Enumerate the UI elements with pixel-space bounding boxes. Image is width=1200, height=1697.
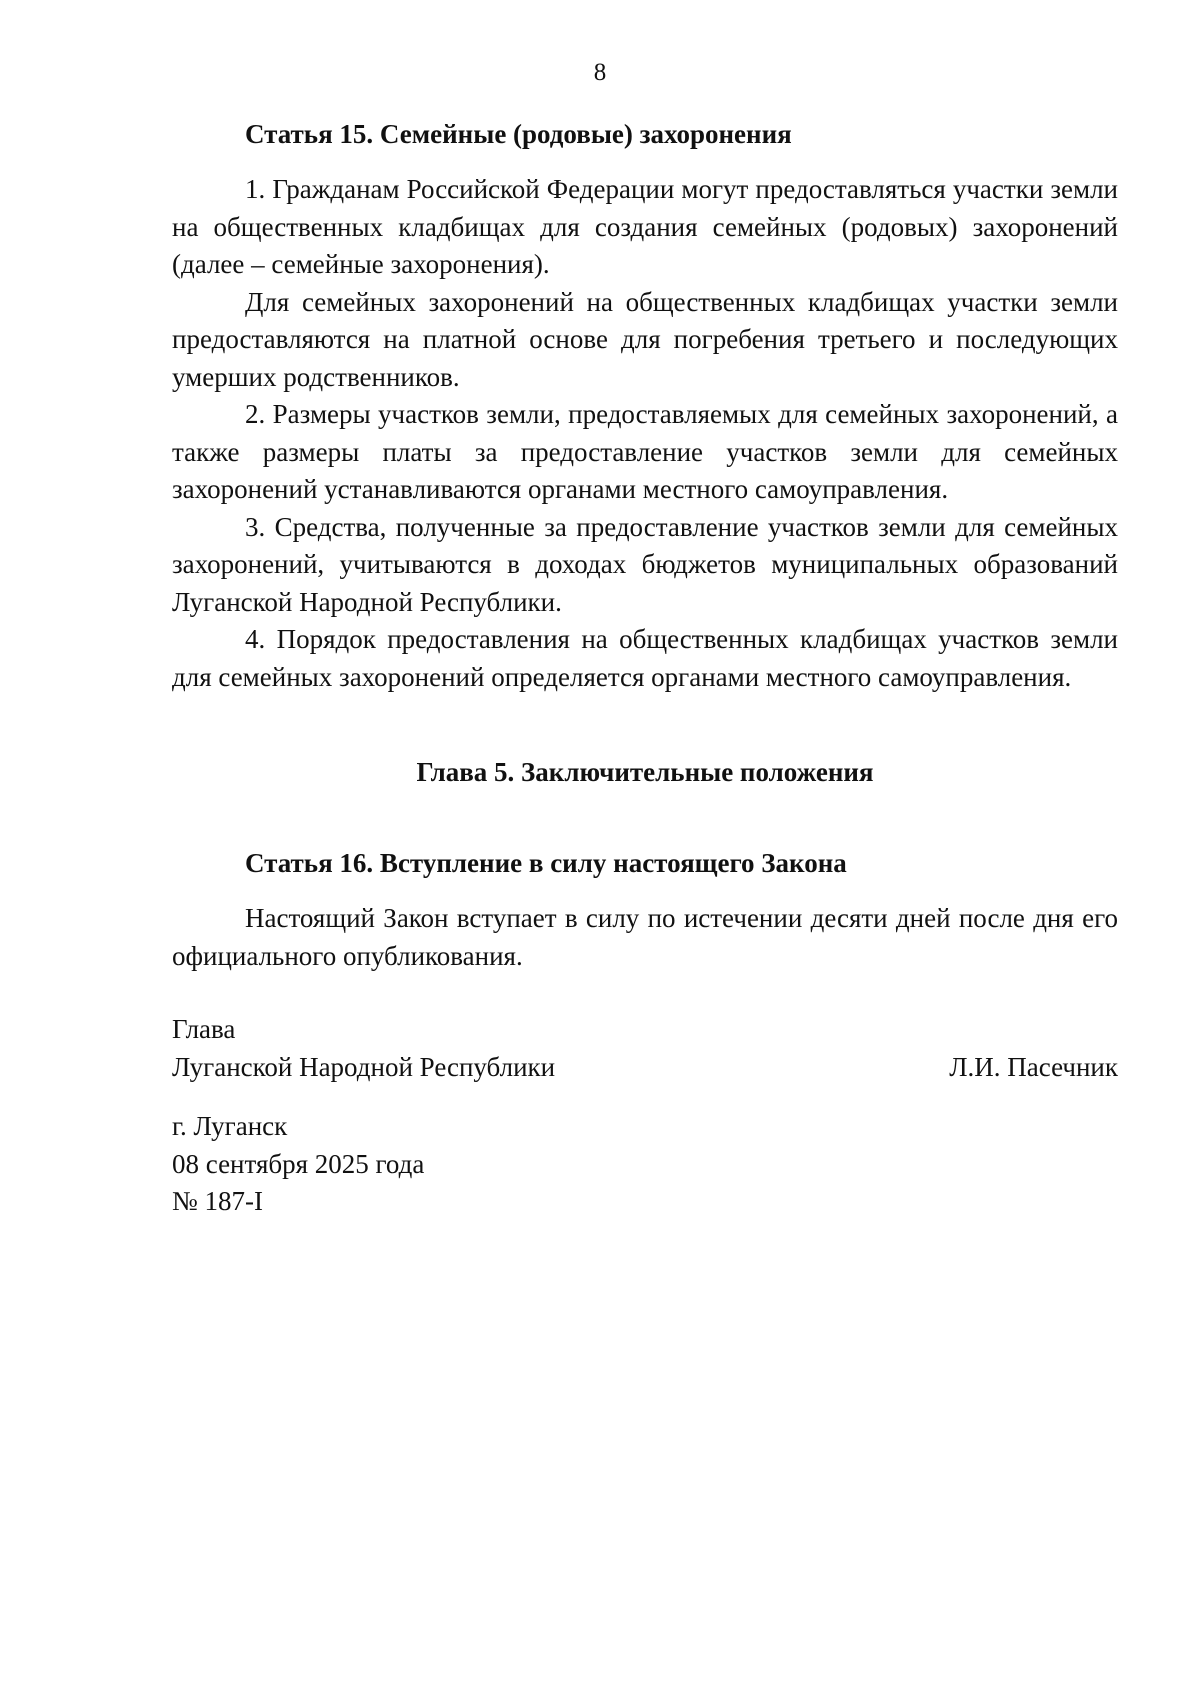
article-15-paragraph: 4. Порядок предоставления на общественных кладбищах участков земли для семейных захоронений определяется органами местного самоуправления.	[172, 624, 1118, 692]
article-15-paragraph: 1. Гражданам Российской Федерации могут предоставляться участки земли на общественных кладбищах для создания семейных (родовых) захоронений (далее – семейные захоронения).	[172, 174, 1118, 279]
signatory-position-line1: Глава	[172, 1014, 236, 1044]
article-15-paragraph: 2. Размеры участков земли, предоставляемых для семейных захоронений, а также размеры платы за предоставление участков земли для семейных захоронений устанавливаются органами местного самоуправления.	[172, 399, 1118, 504]
adoption-date: 08 сентября 2025 года	[172, 1148, 425, 1179]
article-15-paragraph: 3. Средства, полученные за предоставление участков земли для семейных захоронений, учитываются в доходах бюджетов муниципальных образований Луганской Народной Республики.	[172, 511, 1118, 617]
signature-block	[172, 1011, 1118, 1086]
chapter-5-title: Глава 5. Заключительные положения	[416, 757, 874, 787]
article-16-title: Статья 16. Вступление в силу настоящего Закона	[245, 848, 847, 878]
document-body	[172, 116, 1118, 1221]
signatory-name: Л.И. Пасечник	[949, 1051, 1118, 1082]
law-number: № 187-I	[172, 1186, 263, 1216]
signatory-position-line2: Луганской Народной Республики	[172, 1051, 556, 1082]
article-15-body	[172, 171, 1118, 696]
article-15-paragraph: Для семейных захоронений на общественных кладбищах участки земли предоставляются на платной основе для погребения третьего и последующих умерших родственников.	[172, 286, 1118, 392]
place-date-block	[172, 1108, 1118, 1221]
signature-line	[172, 1049, 1118, 1087]
article-16-paragraph: Настоящий Закон вступает в силу по истечении десяти дней после дня его официального опубликования.	[172, 903, 1118, 971]
page-number: 8	[593, 59, 607, 86]
article-16-body	[172, 900, 1118, 975]
article-15	[172, 116, 1118, 696]
article-16	[172, 845, 1118, 975]
city: г. Луганск	[172, 1111, 288, 1141]
article-15-title: Статья 15. Семейные (родовые) захоронения	[245, 119, 792, 149]
